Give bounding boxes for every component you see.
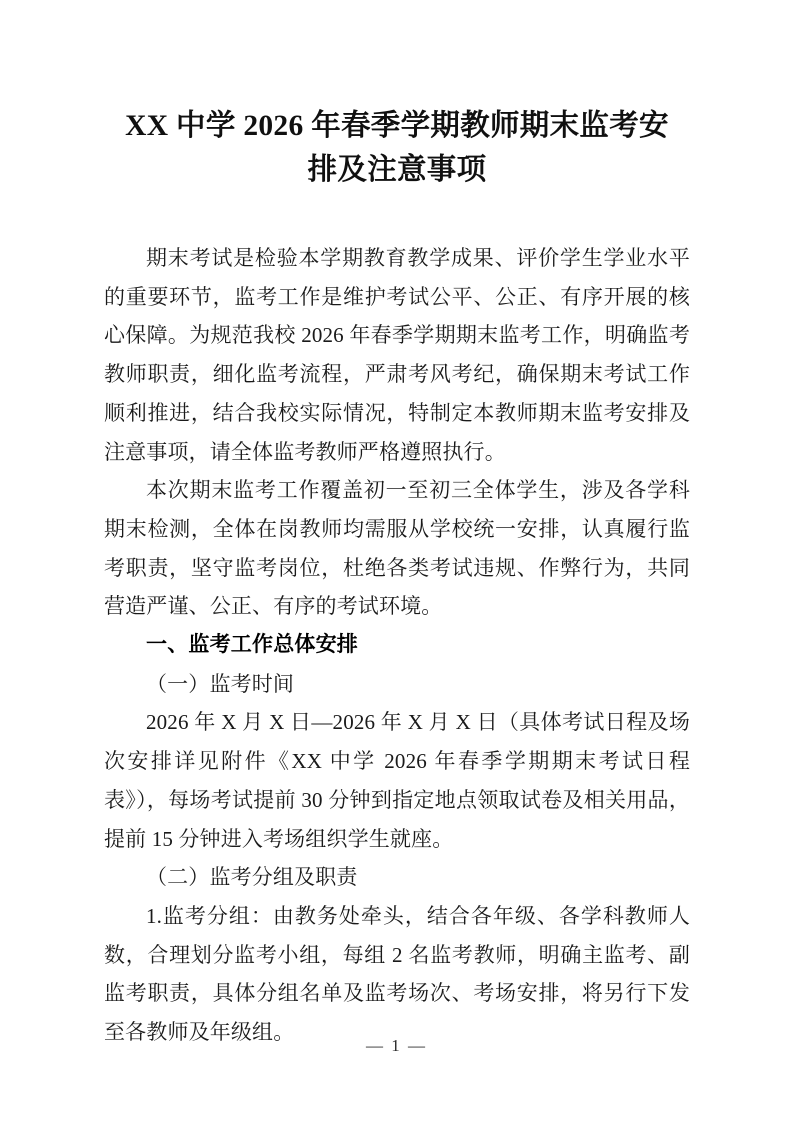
subsection-heading-2: （二）监考分组及职责 — [146, 865, 358, 890]
paragraph-intro-2: 本次期末监考工作覆盖初一至初三全体学生，涉及各学科期末检测，全体在岗教师均需服从学校统一安排，认真履行监考职责，坚守监考岗位，杜绝各类考试违规、作弊行为，共同营造严谨、公正、有序的考试环境。 — [104, 478, 690, 619]
document-content — [104, 104, 690, 1052]
section-heading-1: 一、监考工作总体安排 — [146, 633, 358, 657]
paragraph-exam-time: 2026 年 X 月 X 日—2026 年 X 月 X 日（具体考试日程及场次安排详见附件《XX 中学 2026 年春季学期期末考试日程表》），每场考试提前 30 分钟到指定地点领取试卷及相关用品，提前 15 分钟进入考场组织学生就座。 — [104, 710, 690, 851]
paragraph-grouping: 1.监考分组：由教务处牵头，结合各年级、各学科教师人数，合理划分监考小组，每组 2 名监考教师，明确主监考、副监考职责，具体分组名单及监考场次、考场安排，将另行下发至各教师及年级组。 — [104, 903, 690, 1045]
page-number-footer: — 1 — — [366, 1036, 427, 1055]
paragraph-intro-1: 期末考试是检验本学期教育教学成果、评价学生学业水平的重要环节，监考工作是维护考试公平、公正、有序开展的核心保障。为规范我校 2026 年春季学期期末监考工作，明确监考教师职责，细化监考流程，严肃考风考纪，确保期末考试工作顺利推进，结合我校实际情况，特制定本教师期末监考安排及注意事项，请全体监考教师严格遵照执行。 — [104, 246, 690, 464]
page-title-line-2: 排及注意事项 — [307, 154, 487, 186]
subsection-heading-1: （一）监考时间 — [146, 671, 295, 696]
page-title — [104, 104, 690, 192]
page-title-line-1: XX 中学 2026 年春季学期教师期末监考安 — [125, 110, 669, 142]
